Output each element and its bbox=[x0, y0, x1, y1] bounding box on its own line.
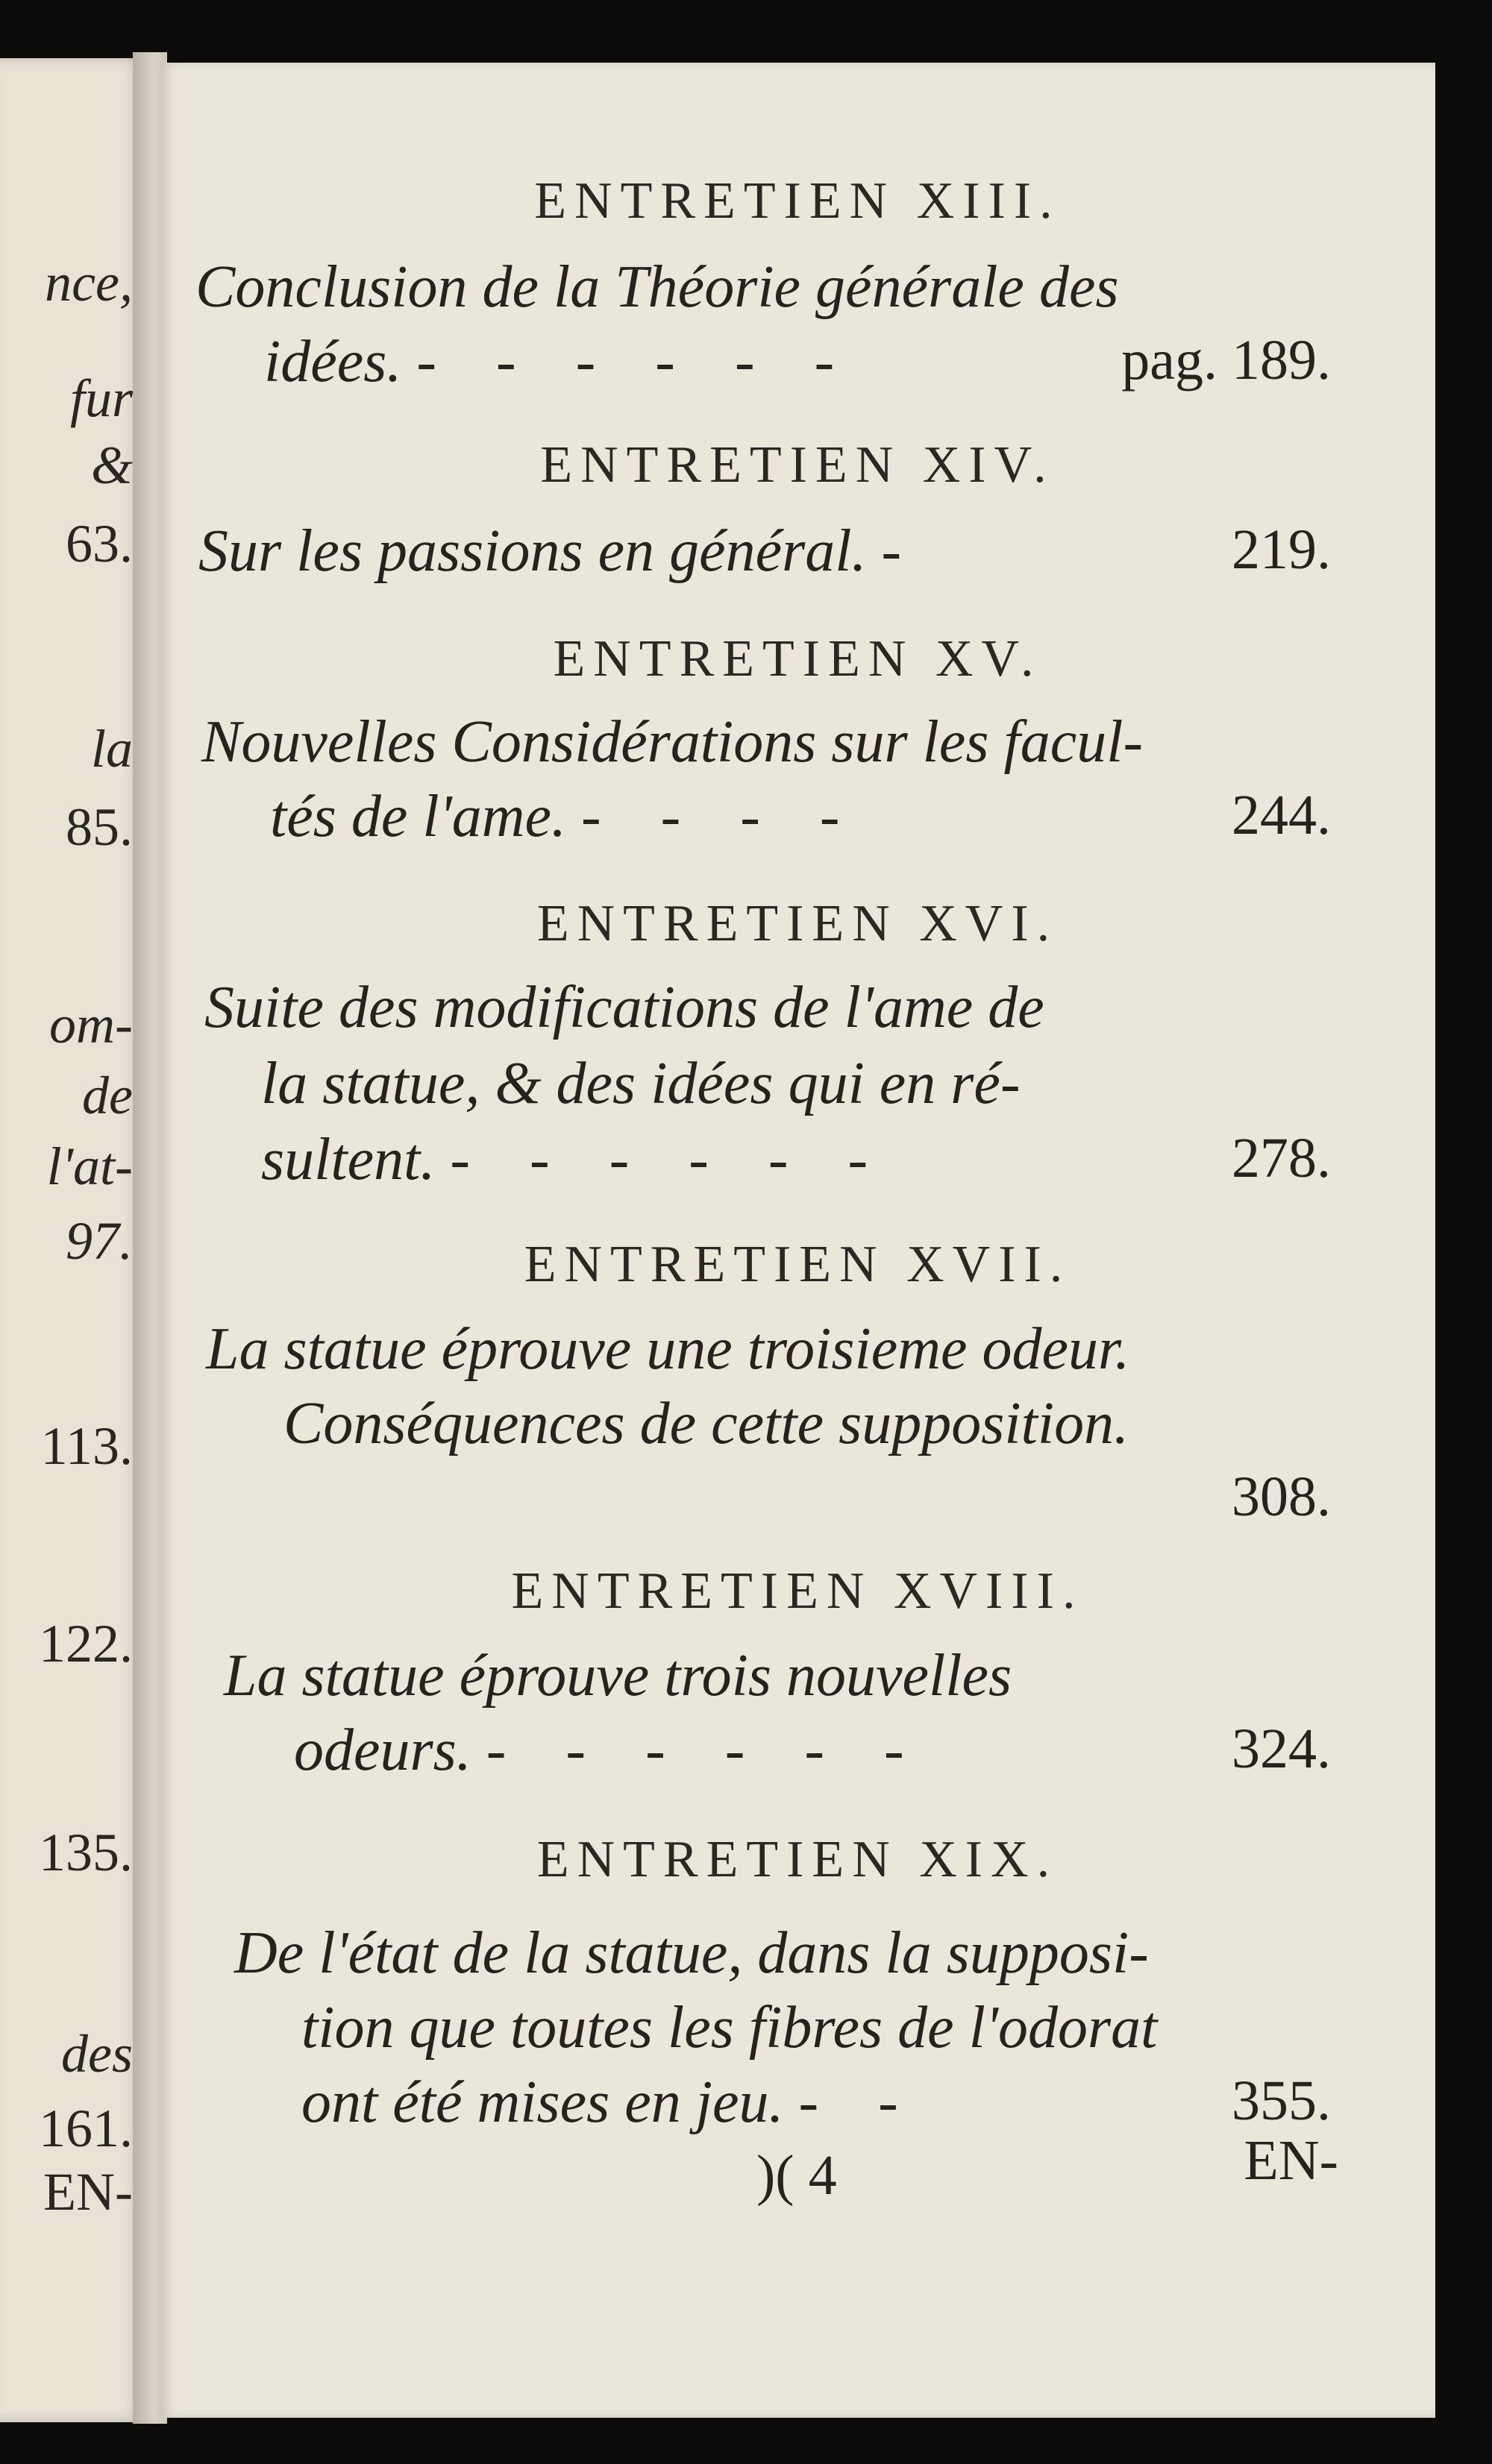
entry-title-line bbox=[301, 2069, 921, 2137]
page-number: 308. bbox=[1232, 1465, 1331, 1528]
left-fragment: de bbox=[82, 1066, 133, 1125]
leader-dots: - - - - bbox=[581, 784, 862, 849]
left-fragment: 122. bbox=[39, 1614, 133, 1673]
page-number: 324. bbox=[1232, 1717, 1331, 1780]
left-fragment: EN- bbox=[43, 2162, 133, 2222]
entry-title-line: tion que toutes les fibres de l'odorat bbox=[301, 1995, 1158, 2061]
page-number: 219. bbox=[1232, 518, 1331, 581]
leader-dots: - - - - - - bbox=[450, 1127, 891, 1192]
page-number: pag. 189. bbox=[1121, 329, 1331, 392]
left-fragment: la bbox=[90, 719, 133, 779]
left-fragment: 85. bbox=[66, 797, 133, 857]
left-fragment: 63. bbox=[66, 514, 133, 573]
entry-title-line: Conséquences de cette supposition. bbox=[283, 1391, 1129, 1456]
entry-title-line: La statue éprouve une troisieme odeur. bbox=[206, 1316, 1130, 1382]
page-number: 244. bbox=[1232, 784, 1331, 846]
entry-title-line: idées. bbox=[264, 329, 402, 395]
page-number: 278. bbox=[1232, 1127, 1331, 1189]
entry-title-line: odeurs. bbox=[294, 1717, 471, 1783]
left-fragment: om- bbox=[49, 995, 133, 1055]
left-fragment: 97. bbox=[66, 1211, 133, 1271]
entry-title-line bbox=[261, 1126, 890, 1194]
catchword: EN- bbox=[1244, 2129, 1338, 2192]
left-fragment: nce, bbox=[45, 253, 133, 312]
entry-title-line: De l'état de la statue, dans la supposi- bbox=[234, 1920, 1149, 1986]
leader-dots: - bbox=[881, 518, 924, 584]
leader-dots: - - - - - - bbox=[416, 329, 857, 395]
entry-title-line: sultent. bbox=[261, 1127, 436, 1192]
entry-heading: ENTRETIEN XIX. bbox=[536, 1831, 1059, 1888]
signature-mark: )( 4 bbox=[756, 2144, 837, 2207]
entry-heading: ENTRETIEN XVI. bbox=[536, 895, 1059, 952]
entry-heading: ENTRETIEN XV. bbox=[553, 630, 1042, 688]
entry-heading: ENTRETIEN XIV. bbox=[540, 436, 1055, 494]
left-fragment: 135. bbox=[39, 1823, 133, 1882]
page-number: 355. bbox=[1232, 2069, 1331, 2132]
entry-title-line: ont été mises en jeu. bbox=[301, 2069, 784, 2135]
entry-title-line: Conclusion de la Théorie générale des bbox=[195, 254, 1119, 320]
entry-title-line bbox=[294, 1717, 927, 1785]
left-fragment: & bbox=[90, 436, 133, 495]
entry-title-line bbox=[198, 518, 924, 585]
entry-title-line: Sur les passions en général. bbox=[198, 518, 867, 584]
left-fragment: des bbox=[61, 2024, 133, 2084]
entry-heading: ENTRETIEN XVII. bbox=[524, 1236, 1071, 1293]
entry-title-line: Nouvelles Considérations sur les facul- bbox=[201, 709, 1144, 775]
left-fragment: fur bbox=[69, 368, 133, 428]
left-fragment: 113. bbox=[40, 1416, 133, 1476]
entry-title-line: tés de l'ame. bbox=[270, 784, 566, 849]
entry-title-line: La statue éprouve trois nouvelles bbox=[224, 1643, 1012, 1709]
left-fragment: l'at- bbox=[46, 1137, 133, 1196]
left-page bbox=[0, 58, 146, 2422]
entry-heading: ENTRETIEN XIII. bbox=[534, 172, 1061, 230]
entry-title-line bbox=[264, 328, 856, 396]
entry-title-line bbox=[270, 783, 862, 851]
left-fragment: 161. bbox=[39, 2099, 133, 2158]
entry-title-line: la statue, & des idées qui en ré- bbox=[261, 1051, 1021, 1116]
leader-dots: - - - - - - bbox=[486, 1717, 927, 1783]
leader-dots: - - bbox=[798, 2069, 921, 2135]
entry-title-line: Suite des modifications de l'ame de bbox=[204, 975, 1044, 1040]
entry-heading: ENTRETIEN XVIII. bbox=[511, 1562, 1084, 1620]
right-page bbox=[160, 63, 1435, 2418]
